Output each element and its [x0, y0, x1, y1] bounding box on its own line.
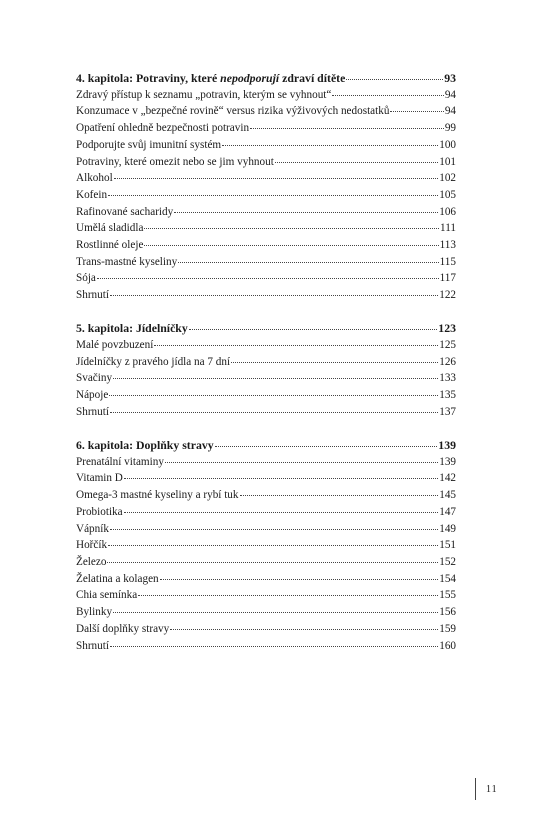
- entry-title: Jídelníčky z pravého jídla na 7 dní: [76, 355, 231, 368]
- toc-entry[interactable]: [76, 103, 456, 120]
- entry-page-number: 137: [439, 405, 456, 418]
- dot-leader: [110, 412, 438, 413]
- dot-leader: [113, 378, 438, 379]
- entry-page-number: 111: [440, 222, 456, 235]
- toc-entry[interactable]: [76, 604, 456, 621]
- toc-entry[interactable]: [76, 387, 456, 404]
- dot-leader: [390, 111, 443, 112]
- toc-entry[interactable]: [76, 487, 456, 504]
- entry-page-number: 147: [439, 505, 456, 518]
- toc-entry[interactable]: [76, 170, 456, 187]
- entry-page-number: 94: [444, 105, 456, 118]
- chapter-page-number: 139: [438, 438, 456, 453]
- toc-entry[interactable]: [76, 638, 456, 655]
- entry-title: Omega-3 mastné kyseliny a rybí tuk: [76, 489, 239, 502]
- dot-leader: [222, 145, 438, 146]
- chapter-title: [76, 320, 188, 337]
- entry-title: Prenatální vitaminy: [76, 455, 164, 468]
- entry-page-number: 154: [439, 572, 456, 585]
- toc-section: [76, 437, 456, 654]
- toc-entry[interactable]: [76, 337, 456, 354]
- chapter-heading[interactable]: [76, 70, 456, 87]
- entry-title: Potraviny, které omezit nebo se jim vyhnout: [76, 155, 274, 168]
- dot-leader: [154, 345, 438, 346]
- toc-entry[interactable]: [76, 554, 456, 571]
- entry-title: Umělá sladidla: [76, 222, 144, 235]
- entry-page-number: 149: [439, 522, 456, 535]
- entry-title: Další doplňky stravy: [76, 622, 170, 635]
- entry-title: Železo: [76, 555, 107, 568]
- entry-page-number: 156: [439, 606, 456, 619]
- toc-entry[interactable]: [76, 587, 456, 604]
- entry-page-number: 117: [439, 272, 456, 285]
- toc-section: [76, 70, 456, 304]
- toc-entry[interactable]: [76, 120, 456, 137]
- toc-entry[interactable]: [76, 87, 456, 104]
- entry-title: Sója: [76, 272, 96, 285]
- dot-leader: [110, 646, 438, 647]
- entry-page-number: 122: [439, 289, 456, 302]
- entry-title: Kofein: [76, 188, 108, 201]
- toc-entry[interactable]: [76, 287, 456, 304]
- dot-leader: [332, 95, 443, 96]
- chapter-heading[interactable]: [76, 320, 456, 337]
- entry-title: Shrnutí: [76, 639, 109, 652]
- dot-leader: [170, 629, 438, 630]
- dot-leader: [275, 162, 438, 163]
- entry-page-number: 106: [439, 205, 456, 218]
- toc-entry[interactable]: [76, 220, 456, 237]
- entry-page-number: 105: [439, 188, 456, 201]
- entry-page-number: 94: [444, 88, 456, 101]
- entry-title: Alkohol: [76, 172, 113, 185]
- toc-entry[interactable]: [76, 204, 456, 221]
- page-footer: [475, 778, 498, 800]
- toc-section: [76, 320, 456, 420]
- chapter-title-emphasis: nepodporují: [220, 71, 280, 85]
- entry-title: Zdravý přístup k seznamu „potravin, kterým se vyhnout“: [76, 88, 332, 101]
- chapter-page-number: 93: [444, 71, 456, 85]
- entry-title: Shrnutí: [76, 289, 109, 302]
- entry-page-number: 135: [439, 389, 456, 402]
- chapter-page-number: 123: [438, 321, 456, 336]
- toc-entry[interactable]: [76, 254, 456, 271]
- dot-leader: [189, 329, 438, 330]
- entry-title: Nápoje: [76, 389, 109, 402]
- toc-entry[interactable]: [76, 187, 456, 204]
- toc-entry[interactable]: [76, 237, 456, 254]
- chapter-title: [76, 437, 214, 454]
- toc-entry[interactable]: [76, 504, 456, 521]
- toc-entry[interactable]: [76, 270, 456, 287]
- chapter-title-part: zdraví dítěte: [279, 71, 346, 85]
- entry-page-number: 102: [439, 172, 456, 185]
- entry-page-number: 125: [439, 339, 456, 352]
- chapter-heading[interactable]: [76, 437, 456, 454]
- entry-title: Podporujte svůj imunitní systém: [76, 138, 222, 151]
- dot-leader: [346, 79, 443, 80]
- footer-divider: [475, 778, 476, 800]
- page-number: 11: [486, 783, 498, 795]
- toc-entry[interactable]: [76, 404, 456, 421]
- entry-page-number: 99: [444, 122, 456, 135]
- toc-entry[interactable]: [76, 470, 456, 487]
- table-of-contents: [76, 70, 456, 671]
- dot-leader: [109, 395, 438, 396]
- toc-entry[interactable]: [76, 537, 456, 554]
- dot-leader: [113, 612, 438, 613]
- entry-page-number: 151: [439, 539, 456, 552]
- dot-leader: [165, 462, 438, 463]
- chapter-title-part: 6. kapitola: Doplňky stravy: [76, 438, 214, 453]
- dot-leader: [124, 512, 439, 513]
- entry-title: Želatina a kolagen: [76, 572, 159, 585]
- dot-leader: [138, 595, 438, 596]
- entry-page-number: 126: [439, 355, 456, 368]
- entry-page-number: 155: [439, 589, 456, 602]
- toc-entry[interactable]: [76, 571, 456, 588]
- entry-title: Opatření ohledně bezpečnosti potravin: [76, 122, 250, 135]
- entry-title: Shrnutí: [76, 405, 109, 418]
- chapter-title-part: 5. kapitola: Jídelníčky: [76, 321, 188, 336]
- entry-title: Rostlinné oleje: [76, 239, 144, 252]
- entry-title: Konzumace v „bezpečné rovině“ versus rizika výživových nedostatků: [76, 105, 390, 118]
- dot-leader: [110, 529, 438, 530]
- toc-entry[interactable]: [76, 521, 456, 538]
- entry-page-number: 100: [439, 138, 456, 151]
- dot-leader: [144, 245, 438, 246]
- entry-page-number: 152: [439, 555, 456, 568]
- entry-page-number: 139: [439, 455, 456, 468]
- entry-page-number: 101: [439, 155, 456, 168]
- chapter-title-part: 4. kapitola: Potraviny, které: [76, 71, 221, 85]
- entry-title: Hořčík: [76, 539, 108, 552]
- entry-title: Malé povzbuzení: [76, 339, 154, 352]
- entry-page-number: 145: [439, 489, 456, 502]
- dot-leader: [215, 446, 438, 447]
- dot-leader: [97, 278, 439, 279]
- toc-entry[interactable]: [76, 621, 456, 638]
- entry-page-number: 115: [439, 255, 456, 268]
- dot-leader: [160, 579, 439, 580]
- dot-leader: [240, 495, 439, 496]
- dot-leader: [124, 478, 438, 479]
- entry-page-number: 160: [439, 639, 456, 652]
- entry-title: Trans-mastné kyseliny: [76, 255, 178, 268]
- toc-entry[interactable]: [76, 454, 456, 471]
- toc-entry[interactable]: [76, 154, 456, 171]
- dot-leader: [178, 262, 438, 263]
- dot-leader: [108, 545, 438, 546]
- entry-page-number: 159: [439, 622, 456, 635]
- entry-title: Rafinované sacharidy: [76, 205, 174, 218]
- entry-title: Bylinky: [76, 606, 113, 619]
- chapter-title: [76, 70, 345, 87]
- entry-page-number: 142: [439, 472, 456, 485]
- toc-entry[interactable]: [76, 137, 456, 154]
- toc-entry[interactable]: [76, 354, 456, 371]
- dot-leader: [107, 562, 438, 563]
- entry-title: Svačiny: [76, 372, 113, 385]
- dot-leader: [144, 228, 439, 229]
- entry-page-number: 133: [439, 372, 456, 385]
- dot-leader: [110, 295, 438, 296]
- entry-title: Chia semínka: [76, 589, 138, 602]
- entry-title: Probiotika: [76, 505, 123, 518]
- dot-leader: [231, 362, 438, 363]
- toc-entry[interactable]: [76, 370, 456, 387]
- dot-leader: [108, 195, 438, 196]
- dot-leader: [114, 178, 439, 179]
- entry-page-number: 113: [439, 239, 456, 252]
- entry-title: Vitamin D: [76, 472, 123, 485]
- dot-leader: [174, 212, 438, 213]
- dot-leader: [250, 128, 444, 129]
- entry-title: Vápník: [76, 522, 109, 535]
